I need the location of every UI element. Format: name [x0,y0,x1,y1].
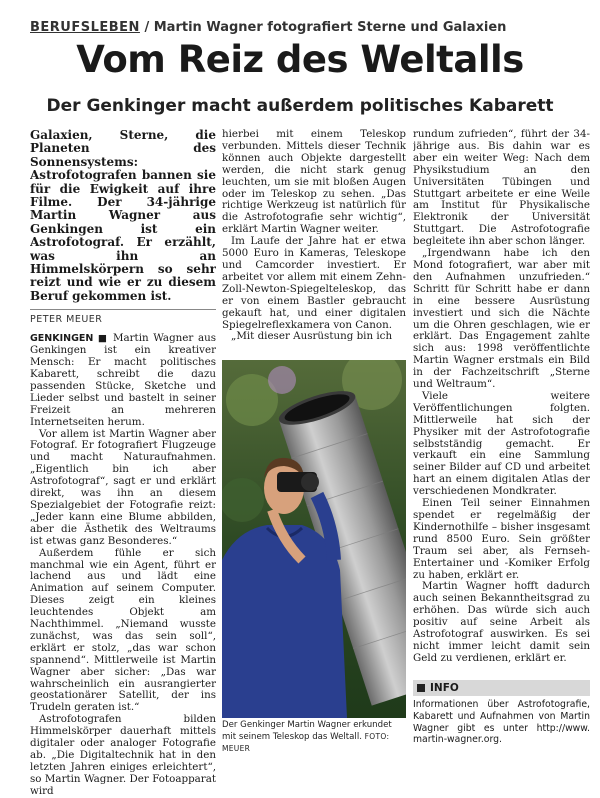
photo-credit: FOTO: MEUER [222,732,390,753]
subheadline: Der Genkinger macht außerdem politisches Kabarett [46,96,554,116]
column-1 [30,129,216,798]
caption-text: Der Genkinger Martin Wagner erkundet mit seinem Teleskop das Weltall. [222,720,392,742]
info-box [413,680,590,746]
column-3-body [413,129,590,665]
section-label: BERUFSLEBEN [30,20,140,35]
paragraph: Astrofotografen bilden Himmelskörper dauerhaft mittels digitaler oder analoger Fotografie ab. „Die Digitaltechnik hat in den letzten Jahren einiges erleichtert“, so Martin Wagner. Der Fotoapparat wird [30,713,216,797]
paragraph-text: Martin Wagner aus Genkingen ist ein kreativer Mensch: Er macht politisches Kabarett, schreibt die dazu passenden Stücke, Sketche und Lieder selbst und bastelt in seiner Freizeit an mehreren Internetseiten herum. [30,332,216,428]
paragraph: Vor allem ist Martin Wagner aber Fotograf. Er fotografiert Flugzeuge und macht Naturaufnahmen. „Eigentlich bin ich aber Astrofotograf“, sagt er und erklärt direkt, was ihn an diesem Spezialgebiet der Fotografie reizt: „Jeder kann eine Blume abbilden, aber die Ästhetik des Weltraums ist etwas ganz Besonderes.“ [30,427,216,547]
dateline: GENKINGEN ■ [30,333,109,345]
info-heading-label: INFO [430,682,459,694]
headline: Vom Reiz des Weltalls [76,38,524,81]
paragraph: „Mit dieser Ausrüstung bin ich [231,330,393,343]
lead-paragraph: Galaxien, Sterne, die Planeten des Sonnensystems: Astrofotografen bannen sie für die Ewigkeit auf ihre Filme. Der 34-jährige Martin Wagner aus Genkingen ist ein Astrofotograf. Er erzählt, was ihn an Himmelskörpern so sehr reizt und wie er zu diesem Beruf gekommen ist. [30,129,216,303]
article-photo [222,360,406,718]
info-text: Informationen über Astrofotografie, Kabarett und Aufnahmen von Martin Wagner gibt es unter http://www. martin-wagner.org. [413,699,590,746]
kicker-topic: Martin Wagner fotografiert Sterne und Galaxien [153,20,507,35]
paragraph: Im Laufe der Jahre hat er etwa 5000 Euro in Kameras, Teleskope und Camcorder investiert. Er arbeitet vor allem mit einem Zehn-Zoll-Newton-Spiegelteleskop, das er von einem Bastler gebraucht gekauft hat, und einer digitalen Spiegelreflexkamera von Canon. [222,235,406,331]
kicker-separator: / [139,20,154,35]
author-byline: PETER MEUER [30,309,216,325]
column-1-body [30,333,216,797]
paragraph: „Irgendwann habe ich den Mond fotografiert, war aber mit den Aufnahmen unzufrieden.“ Schritt für Schritt habe er dann in eine bessere Ausrüstung investiert und sich die Nächte um die Ohren geschlagen, wie er erklärt. Das Engagement zahlte sich aus: 1998 veröffentlichte Martin Wagner erstmals ein Bild in der Fachzeitschrift „Sterne und Weltraum“. [413,247,590,391]
kicker [30,20,590,35]
paragraph: Viele weitere Veröffentlichungen folgten. Mittlerweile hat sich der Physiker mit der Astrofotografie selbstständig gemacht. Er verkauft ein eine Sammlung seiner Bilder auf CD und arbeitet hart an einem digitalen Atlas der verschiedenen Mondkrater. [413,389,590,498]
paragraph: Martin Wagner hofft dadurch auch seinen Bekanntheitsgrad zu erhöhen. Das würde sich auch positiv auf seine Arbeit als Astrofotograf auswirken. Es sei nicht immer leicht damit sein Geld zu verdienen, erklärt er. [413,580,590,664]
photo-illustration [222,360,406,718]
square-bullet-icon [417,684,425,692]
paragraph: Außerdem fühle er sich manchmal wie ein Agent, führt er lachend aus und lädt eine Animation auf seinem Computer. Dieses zeigt ein kleines leuchtendes Objekt am Nachthimmel. „Niemand wusste zunächst, was das sein soll“, erklärt er stolz, „das war schon spannend“. Mittlerweile ist Martin Wagner aber sicher: „Das war wahrscheinlich ein ausrangierter geostationärer Satellit, der ins Trudeln geraten ist.“ [30,546,216,714]
column-2 [222,129,406,359]
paragraph: rundum zufrieden“, führt der 34-jährige aus. Bis dahin war es aber ein weiter Weg: Nach dem Physikstudium an den Universitäten Tübingen und Stuttgart arbeitete er eine Weile am Institut für Physikalische Elektronik der Universität Stuttgart. Die Astrofotografie begleitete ihn aber schon länger. [413,129,590,248]
paragraph [30,333,216,428]
paragraph: Einen Teil seiner Einnahmen spendet er regelmäßig der Kindernothilfe – bisher insgesamt rund 8500 Euro. Sein größter Traum sei aber, als Fernseh-Entertainer und -Komiker Erfolg zu haben, erklärt er. [413,497,590,581]
paragraph: hierbei mit einem Teleskop verbunden. Mittels dieser Technik können auch Objekte dargestellt werden, die nicht stark genug leuchten, um sie mit bloßen Augen oder im Teleskop zu sehen. „Das richtige Werkzeug ist natürlich für die Astrofotografie sehr wichtig“, erklärt Martin Wagner weiter. [222,129,406,236]
photo-caption [222,720,406,755]
column-3 [413,129,590,674]
info-heading [413,680,590,696]
column-2-body [222,129,406,343]
